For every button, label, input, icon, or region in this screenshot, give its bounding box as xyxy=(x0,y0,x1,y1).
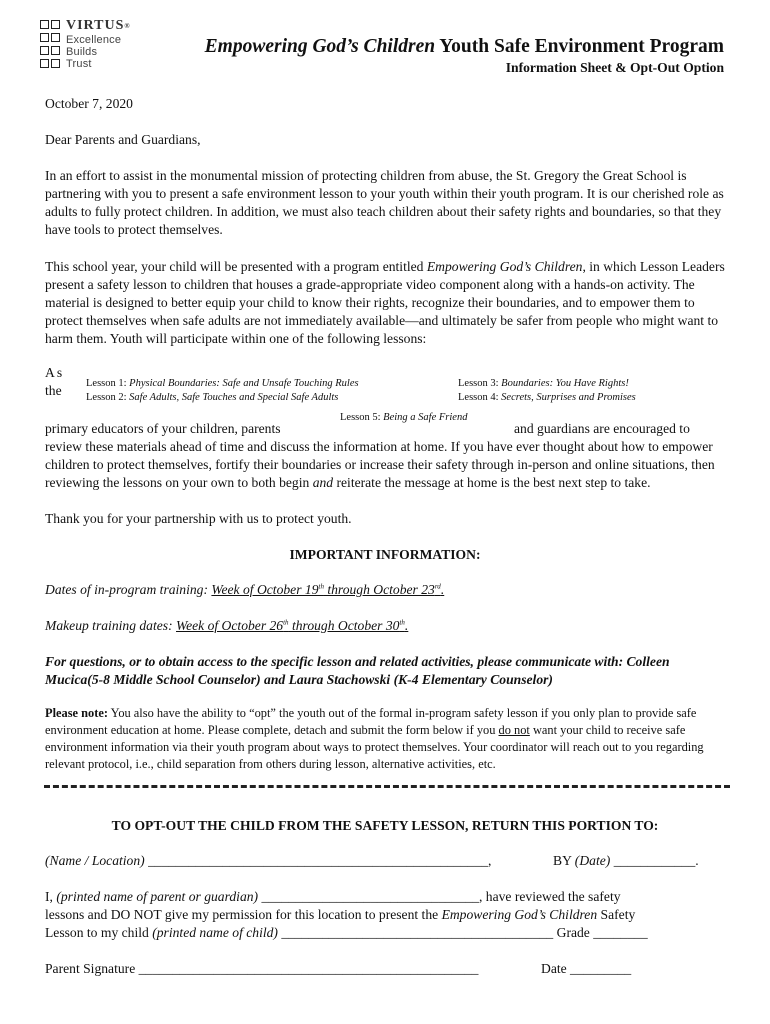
parent-signature-field[interactable]: Parent Signature __________________________________________________ xyxy=(45,961,479,976)
questions-contact: For questions, or to obtain access to the specific lesson and related activities, please communicate with: Colleen Mucica(5-8 Middle School Counselor) and Laura Stachowski (K-4 Elementary Counselor) xyxy=(45,654,670,687)
guardians-text: and guardians are encouraged to xyxy=(514,421,690,436)
paragraph-1: In an effort to assist in the monumental mission of protecting children from abuse, the St. Gregory the Great School is partnering with you to present a safe environment lesson to your youth within their youth program. It is our cherished role as adults to fully protect children. In addition, we must also teach children about their safety rights and boundaries, so that they have tools to protect themselves. xyxy=(45,168,724,237)
logo-word-1: Excellence xyxy=(66,34,122,46)
paragraph-2: This school year, your child will be presented with a program entitled Empowering God’s Children, in which Lesson Leaders present a safety lesson to children that houses a grade-appropriate video component along with a hands-on activity. The material is designed to better equip your child to know their rights, recognize their boundaries, and to empower them to protect themselves when safe adults are not immediately available—and ultimately be safer from people who might want to harm them. Youth will participate within one of the following lessons: xyxy=(45,259,725,346)
please-note: Please note: You also have the ability to “opt” the youth out of the formal in-program safety lesson if you only plan to provide safe environment education at home. Please complete, detach and submit the form below if you do not want your child to receive safe environment information via their youth program about ways to protect themselves. Your coordinator will reach out to you regarding relevant protocol, i.e., child separation from others during lesson, alternative activities, etc. xyxy=(45,706,704,771)
makeup-dates: Makeup training dates: Week of October 26th through October 30th. xyxy=(45,618,409,633)
page-subtitle: Information Sheet & Opt-Out Option xyxy=(505,60,724,75)
signature-date-field[interactable]: Date _________ xyxy=(541,961,632,976)
word-as: As xyxy=(45,365,65,380)
salutation: Dear Parents and Guardians, xyxy=(45,132,201,147)
logo-brand: VIRTUS® xyxy=(66,18,131,33)
page-title: Empowering God’s Children Youth Safe Environment Program xyxy=(204,36,724,57)
virtus-logo xyxy=(40,20,170,72)
word-the: the xyxy=(45,383,62,398)
paragraph-3: review these materials ahead of time and discuss the information at home. If you have ever thought about how to empower children to protect themselves, fortify their boundaries or increase their safety through in-person and online situations, then reviewing the lessons on your own to both begin and reiterate the message at home is the best next step to take. xyxy=(45,439,715,490)
logo-word-3: Trust xyxy=(66,58,92,70)
thank-you: Thank you for your partnership with us to protect youth. xyxy=(45,511,352,526)
by-date-field[interactable]: BY (Date) ____________. xyxy=(553,853,699,868)
parent-name-line[interactable]: I, (printed name of parent or guardian) ________________________________, have reviewed the safety xyxy=(45,889,621,904)
lesson-2: Lesson 2: Safe Adults, Safe Touches and Special Safe Adults xyxy=(86,392,339,403)
cut-line xyxy=(44,785,730,788)
letter-date: October 7, 2020 xyxy=(45,96,133,111)
lesson-3: Lesson 3: Boundaries: You Have Rights! xyxy=(458,378,629,389)
lesson-5: Lesson 5: Being a Safe Friend xyxy=(340,412,468,423)
lesson-1: Lesson 1: Physical Boundaries: Safe and Unsafe Touching Rules xyxy=(86,378,359,389)
logo-word-2: Builds xyxy=(66,46,98,58)
important-heading: IMPORTANT INFORMATION: xyxy=(289,547,481,562)
optout-heading: TO OPT-OUT THE CHILD FROM THE SAFETY LESSON, RETURN THIS PORTION TO: xyxy=(111,818,659,833)
training-dates: Dates of in-program training: Week of October 19th through October 23rd. xyxy=(45,582,445,597)
permission-line: lessons and DO NOT give my permission for this location to present the Empowering God’s Children Safety xyxy=(45,907,636,922)
lesson-4: Lesson 4: Secrets, Surprises and Promises xyxy=(458,392,636,403)
child-name-line[interactable]: Lesson to my child (printed name of child) ________________________________________ Grade ________ xyxy=(45,925,648,940)
name-location-field[interactable]: (Name / Location) __________________________________________________, xyxy=(45,853,492,868)
primary-educators-text: primary educators of your children, parents xyxy=(45,421,281,436)
